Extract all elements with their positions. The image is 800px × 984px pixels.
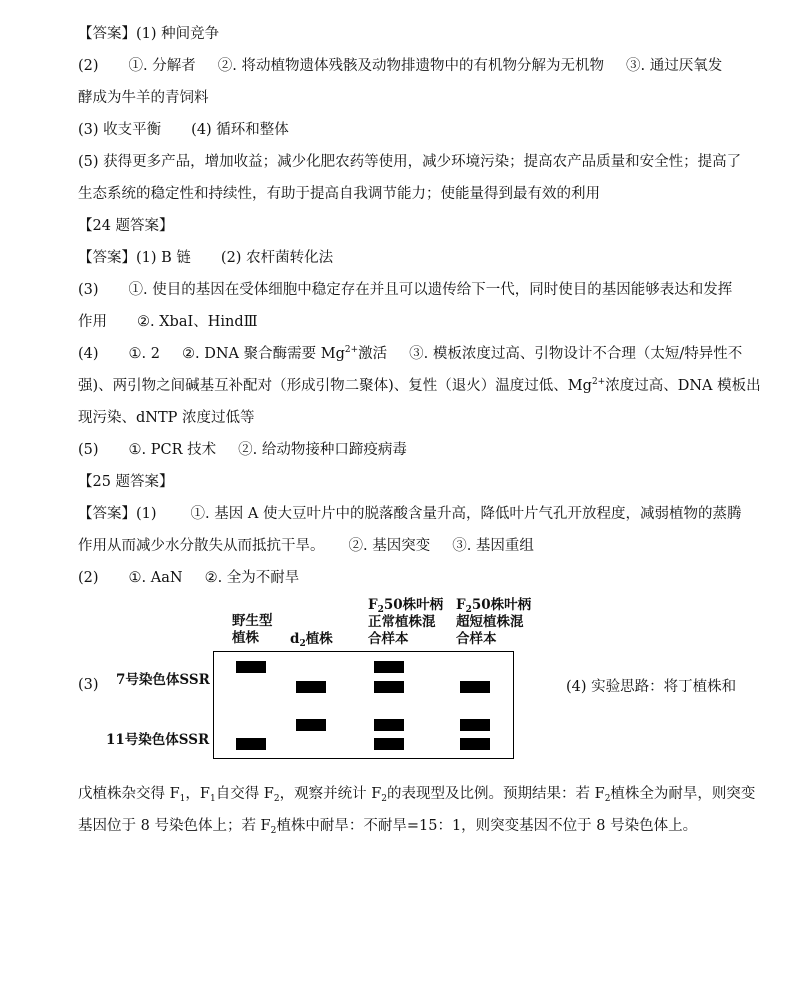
part-answer: (3) 收支平衡 [78,122,162,138]
gel-band [374,719,404,731]
section-heading-25: 【25 题答案】 [78,474,174,490]
sub-answer: ①. 2 [128,346,160,362]
column-header-d2: $d_2$植株 [290,631,333,649]
sub-answer: ①. 基因 A 使大豆叶片中的脱落酸含量升高，降低叶片气孔开放程度，减弱植物的蒸腾 [190,506,742,522]
part-answer: (2) 农杆菌转化法 [220,250,334,266]
answer-25-2 [78,568,299,588]
sub-answer: ①. PCR 技术 [128,442,217,458]
answer-23-1: 【答案】(1) 种间竞争 [78,26,220,42]
gel-band [296,681,326,693]
ssr-gel-diagram [0,595,800,775]
sub-answer: ③. 通过厌氧发 [625,58,723,74]
answer-23-3-4 [78,120,289,140]
answer-24-4-cont1: 强)、两引物之间碱基互补配对（形成引物二聚体)、复性（退火）温度过低、$Mg^{2+}$浓度过高、DNA 模板出 [78,377,761,394]
answer-24-4-cont2: 现污染、dNTP 浓度过低等 [78,410,255,426]
answer-25-1-cont [78,536,534,556]
part-label: (2) [78,58,99,74]
sub-answer: ②. XbaⅠ、HindⅢ [137,314,258,330]
answer-23-5: (5) 获得更多产品，增加收益；减少化肥农药等使用，减少环境污染；提高农产品质量和安全性；提高了 [78,154,742,170]
part-label: (2) [78,570,99,586]
answer-24-3 [78,280,732,300]
sub-answer: ②. 基因突变 [348,538,431,554]
answer-23-2-cont: 酵成为牛羊的青饲料 [78,90,209,106]
sub-answer: ②. 全为不耐旱 [204,570,300,586]
gel-band [460,681,490,693]
part-label: (5) [78,442,99,458]
gel-band [236,661,266,673]
answer-25-4-cont1: 戊植株杂交得 $F_1$，$F_1$自交得 $F_2$，观察并统计 $F_2$的表现型及比例。预期结果：若 $F_2$植株全为耐旱，则突变 [78,786,756,804]
text: 作用 [78,314,107,330]
answer-24-3-cont [78,312,258,332]
column-header-f2-normal: $F_250$株叶柄 正常植株混 合样本 [368,597,444,647]
sub-answer: ③. 基因重组 [452,538,534,554]
sub-answer: ③. 模板浓度过高、引物设计不合理（太短/特异性不 [409,346,743,362]
answer-25-4-start: (4) 实验思路：将丁植株和 [566,679,737,695]
row-label-chr11: 11号染色体SSR [106,732,210,748]
answer-24-4 [78,344,742,364]
column-header-wild-type: 野生型 植株 [232,613,273,646]
answer-24-5 [78,440,407,460]
sub-answer: ①. 使目的基因在受体细胞中稳定存在并且可以遗传给下一代，同时使目的基因能够表达和发挥 [128,282,733,298]
gel-band [460,738,490,750]
row-label-chr7: 7号染色体SSR [116,672,210,688]
section-heading-24: 【24 题答案】 [78,218,174,234]
answer-23-5-cont: 生态系统的稳定性和持续性，有助于提高自我调节能力；使能量得到最有效的利用 [78,186,600,202]
part-label: (4) [78,346,99,362]
part-label: (3) [78,282,99,298]
sub-answer: ①. AaN [128,570,183,586]
gel-band [236,738,266,750]
gel-band [374,738,404,750]
answer-25-4-cont2: 基因位于 8 号染色体上；若 $F_2$植株中耐旱：不耐旱=15：1，则突变基因不位于 8 号染色体上。 [78,818,698,836]
sub-answer: ②. 将动植物遗体残骸及动物排遗物中的有机物分解为无机物 [217,58,604,74]
answer-24-1-2 [78,248,333,268]
part-label: 【答案】(1) [78,506,157,522]
column-header-f2-short: $F_250$株叶柄 超短植株混 合样本 [456,597,532,647]
gel-band [374,681,404,693]
sub-answer: ②. 给动物接种口蹄疫病毒 [238,442,407,458]
answer-25-1 [78,504,741,524]
gel-band [374,661,404,673]
gel-band [460,719,490,731]
part-answer: (4) 循环和整体 [191,122,289,138]
sub-answer: ①. 分解者 [128,58,196,74]
sub-answer: ②. DNA 聚合酶需要 $Mg^{2+}$激活 [182,345,388,362]
text: 作用从而减少水分散失从而抵抗干旱。 [78,538,325,554]
gel-band [296,719,326,731]
part-answer: 【答案】(1) B 链 [78,250,191,266]
part-label-3: (3) [78,677,99,693]
answer-23-2 [78,56,722,76]
